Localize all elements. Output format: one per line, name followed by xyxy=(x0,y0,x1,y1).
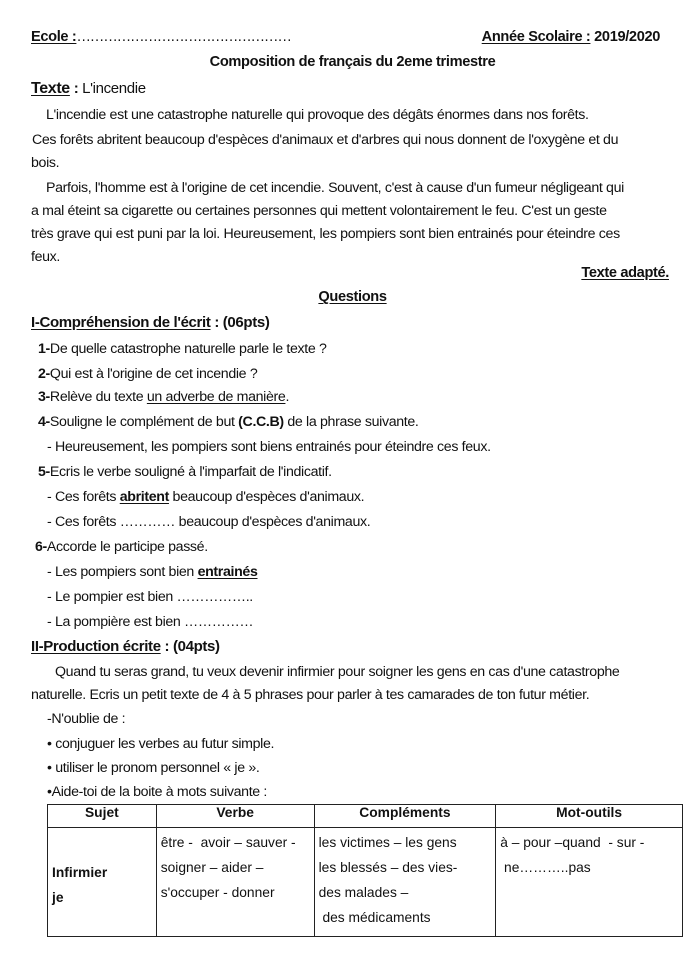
school-year-value: 2019/2020 xyxy=(594,29,660,45)
cell-verbe xyxy=(156,828,314,937)
header-mot-outils: Mot-outils xyxy=(496,805,683,828)
text-line-2: Ces forêts abritent beaucoup d'espèces d'animaux et d'arbres qui nous donnent de l'oxygène et du xyxy=(32,132,619,148)
question-number: 6- xyxy=(35,539,47,555)
text-separator: : xyxy=(69,80,83,97)
questions-heading: Questions xyxy=(318,289,387,305)
question-number: 4- xyxy=(38,414,50,430)
question-text: Relève du texte xyxy=(49,389,147,405)
school-year-label: Année Scolaire : xyxy=(481,29,591,45)
question-1 xyxy=(38,341,327,357)
sentence-end: beaucoup d'espèces d'animaux. xyxy=(168,489,365,505)
question-number: 2- xyxy=(38,366,50,382)
mot-outil-line: à – pour –quand - sur - xyxy=(500,835,645,850)
header-sujet: Sujet xyxy=(48,805,157,828)
text-line-5: a mal éteint sa cigarette ou certaines personnes qui mettent volontairement le feu. C'est un geste xyxy=(31,203,607,219)
sentence-start: - Ces forêts xyxy=(47,489,120,505)
ccb-term: (C.C.B) xyxy=(238,414,284,430)
mot-outil-line: ne………..pas xyxy=(500,860,591,875)
text-heading xyxy=(31,80,146,98)
sentence-start: - Les pompiers sont bien xyxy=(47,564,198,580)
reminder-bullet-2: • utiliser le pronom personnel « je ». xyxy=(47,760,260,776)
complement-line: des médicaments xyxy=(318,910,431,925)
section2-title: II-Production écrite xyxy=(31,638,161,655)
question-text: Accorde le participe passé. xyxy=(46,539,208,555)
underlined-participle: entrainés xyxy=(197,564,258,580)
question-text: Ecris le verbe souligné à l'imparfait de l'indicatif. xyxy=(49,464,332,480)
question-3 xyxy=(38,389,289,405)
question-4 xyxy=(38,414,419,430)
verbe-line: être - avoir – sauver - xyxy=(160,835,296,850)
question-6-sentence-1 xyxy=(47,564,258,580)
question-text-end: . xyxy=(285,389,290,405)
question-number: 5- xyxy=(38,464,50,480)
section2-heading xyxy=(31,638,220,655)
exam-title: Composition de français du 2eme trimestre xyxy=(209,54,496,70)
verbe-line: s'occuper - donner xyxy=(160,885,275,900)
prompt-line-2: naturelle. Ecris un petit texte de 4 à 5 phrases pour parler à tes camarades de ton futur métier. xyxy=(31,687,590,703)
text-source: Texte adapté. xyxy=(581,265,669,281)
header-verbe: Verbe xyxy=(156,805,314,828)
text-line-4: Parfois, l'homme est à l'origine de cet incendie. Souvent, c'est à cause d'un fumeur négligeant qui xyxy=(46,180,624,196)
complement-line: les victimes – les gens xyxy=(318,835,457,850)
section1-title: I-Compréhension de l'écrit xyxy=(31,314,211,331)
question-text: De quelle catastrophe naturelle parle le texte ? xyxy=(49,341,327,357)
word-box-header-row xyxy=(48,805,683,828)
question-4-sentence: - Heureusement, les pompiers sont biens entrainés pour éteindre ces feux. xyxy=(47,439,491,455)
text-line-7: feux. xyxy=(31,249,61,265)
question-5-sentence-2: - Ces forêts ………… beaucoup d'espèces d'animaux. xyxy=(47,514,371,530)
verbe-line: soigner – aider – xyxy=(160,860,264,875)
cell-sujet xyxy=(48,828,157,937)
school-blank: ………………………………………… xyxy=(76,29,291,45)
text-line-3: bois. xyxy=(31,155,60,171)
sujet-word: je xyxy=(52,890,64,905)
cell-mot-outils xyxy=(496,828,683,937)
question-6-sentence-2: - Le pompier est bien …………….. xyxy=(47,589,253,605)
question-6 xyxy=(35,539,208,555)
question-5-sentence-1 xyxy=(47,489,364,505)
text-title: L'incendie xyxy=(82,80,146,97)
question-text: Souligne le complément de but xyxy=(49,414,239,430)
school-year xyxy=(482,29,660,45)
complement-line: des malades – xyxy=(318,885,409,900)
section1-heading xyxy=(31,314,270,331)
underlined-term: un adverbe de manière xyxy=(146,389,286,405)
question-text: Qui est à l'origine de cet incendie ? xyxy=(49,366,258,382)
sujet-word: Infirmier xyxy=(52,865,108,880)
word-box-table xyxy=(47,804,683,937)
section1-points: : (06pts) xyxy=(210,314,270,331)
reminder-label: -N'oublie de : xyxy=(47,711,126,727)
school-label: Ecole : xyxy=(31,29,77,45)
question-2 xyxy=(38,366,257,382)
reminder-bullet-1: • conjuguer les verbes au futur simple. xyxy=(47,736,275,752)
school-field xyxy=(31,29,291,45)
section2-points: : (04pts) xyxy=(160,638,220,655)
reminder-bullet-3: •Aide-toi de la boite à mots suivante : xyxy=(47,784,268,800)
prompt-line-1: Quand tu seras grand, tu veux devenir infirmier pour soigner les gens en cas d'une catastrophe xyxy=(55,664,620,680)
cell-complements xyxy=(314,828,496,937)
question-6-sentence-3: - La pompière est bien …………… xyxy=(47,614,254,630)
text-label: Texte xyxy=(31,80,70,97)
question-number: 1- xyxy=(38,341,50,357)
question-5 xyxy=(38,464,332,480)
text-line-6: très grave qui est puni par la loi. Heureusement, les pompiers sont bien entrainés pour éteindre ces xyxy=(31,226,620,242)
word-box-row xyxy=(48,828,683,937)
question-number: 3- xyxy=(38,389,50,405)
question-text-end: de la phrase suivante. xyxy=(283,414,419,430)
text-line-1: L'incendie est une catastrophe naturelle qui provoque des dégâts énormes dans nos forêts. xyxy=(46,107,589,123)
underlined-verb: abritent xyxy=(119,489,169,505)
complement-line: les blessés – des vies- xyxy=(318,860,458,875)
header-complements: Compléments xyxy=(314,805,496,828)
